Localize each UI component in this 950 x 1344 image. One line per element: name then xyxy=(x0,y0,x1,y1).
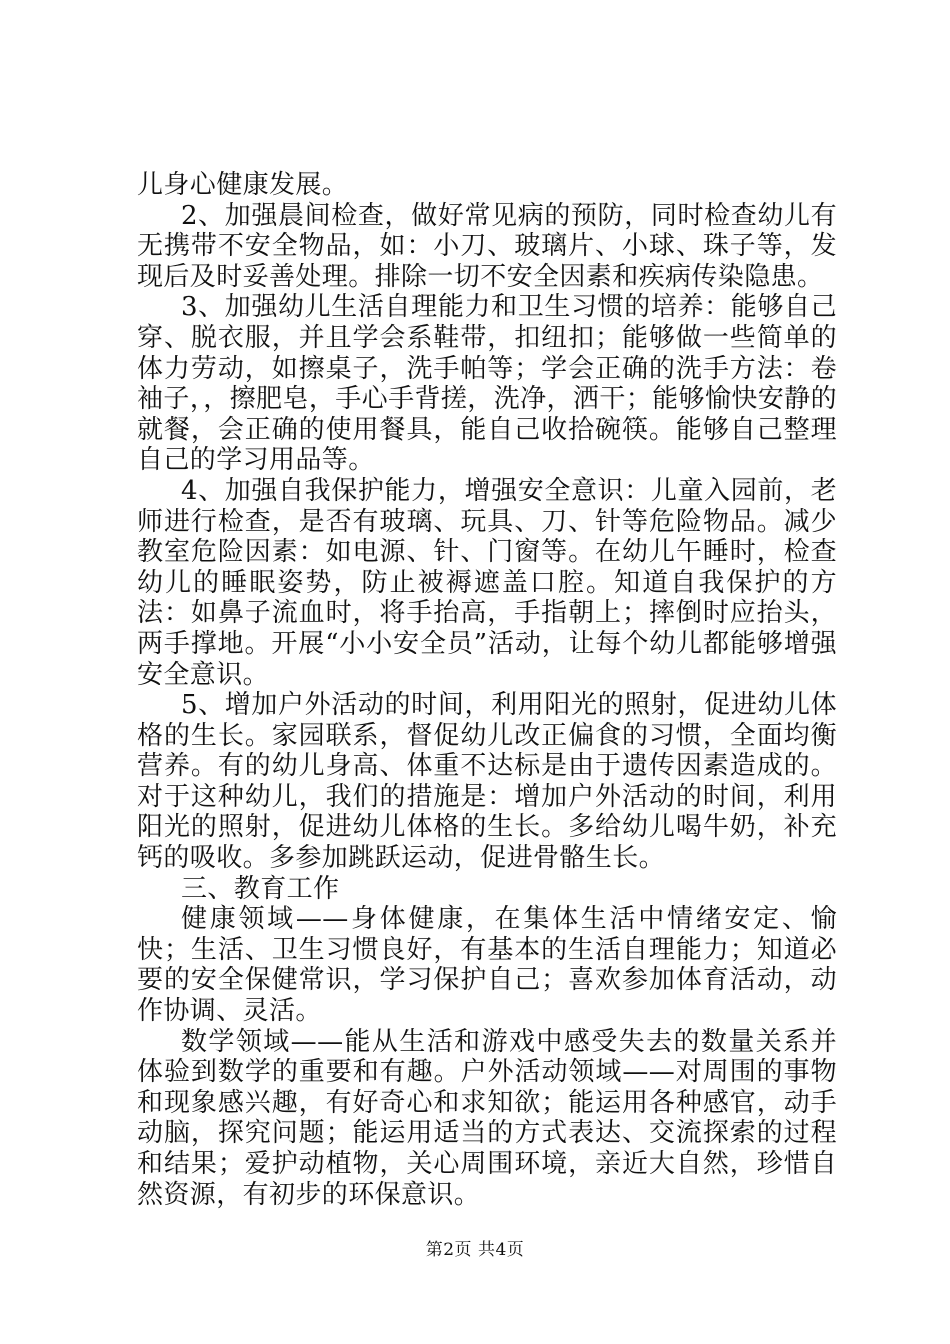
paragraph-health-domain: 健康领域——身体健康，在集体生活中情绪安定、愉快；生活、卫生习惯良好，有基本的生活自理能力；知道必要的安全保健常识，学习保护自己；喜欢参加体育活动，动作协调、灵活。 xyxy=(137,904,837,1027)
paragraph-math-domain: 数学领域——能从生活和游戏中感受失去的数量关系并体验到数学的重要和有趣。户外活动领域——对周围的事物和现象感兴趣，有好奇心和求知欲；能运用各种感官，动手动脑，探究问题；能运用适当的方式表达、交流探索的过程和结果；爱护动植物，关心周围环境，亲近大自然，珍惜自然资源，有初步的环保意识。 xyxy=(137,1026,837,1210)
page-footer: 第2页 共4页 xyxy=(425,1240,525,1260)
paragraph-item-4: 4、加强自我保护能力，增强安全意识：儿童入园前，老师进行检查，是否有玻璃、玩具、刀、针等危险物品。减少教室危险因素：如电源、针、门窗等。在幼儿午睡时，检查幼儿的睡眠姿势，防止被褥遮盖口腔。知道自我保护的方法：如鼻子流血时，将手抬高，手指朝上；摔倒时应抬头，两手撑地。开展“小小安全员”活动，让每个幼儿都能够增强安全意识。 xyxy=(137,475,837,690)
paragraph-item-3: 3、加强幼儿生活自理能力和卫生习惯的培养：能够自己穿、脱衣服，并且学会系鞋带，扣纽扣；能够做一些简单的体力劳动，如擦桌子，洗手帕等；学会正确的洗手方法：卷袖子，，擦肥皂，手心手背搓，洗净，洒干；能够愉快安静的就餐，会正确的使用餐具，能自己收拾碗筷。能够自己整理自己的学习用品等。 xyxy=(137,292,837,476)
paragraph-continuation: 儿身心健康发展。 xyxy=(137,170,349,200)
document-body xyxy=(137,170,837,1210)
section-heading: 三、教育工作 xyxy=(181,873,340,904)
paragraph-item-5: 5、增加户外活动的时间，利用阳光的照射，促进幼儿体格的生长。家园联系，督促幼儿改正偏食的习惯，全面均衡营养。有的幼儿身高、体重不达标是由于遗传因素造成的。对于这种幼儿，我们的措施是：增加户外活动的时间，利用阳光的照射，促进幼儿体格的生长。多给幼儿喝牛奶，补充钙的吸收。多参加跳跃运动，促进骨骼生长。 xyxy=(137,690,837,874)
paragraph-item-2: 2、加强晨间检查，做好常见病的预防，同时检查幼儿有无携带不安全物品，如：小刀、玻璃片、小球、珠子等，发现后及时妥善处理。排除一切不安全因素和疾病传染隐患。 xyxy=(137,200,837,292)
